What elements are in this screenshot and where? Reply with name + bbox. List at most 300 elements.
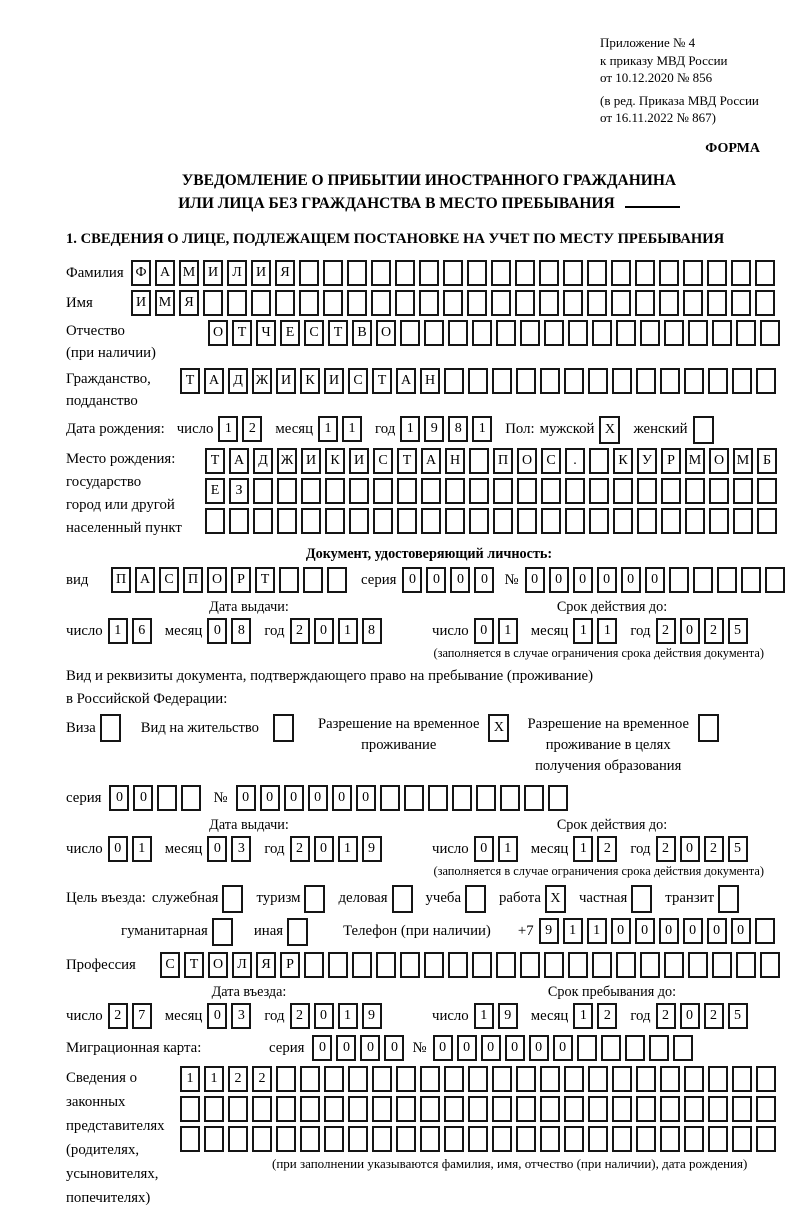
char-cell[interactable] bbox=[325, 508, 345, 534]
char-cell[interactable] bbox=[277, 508, 297, 534]
char-cell[interactable]: 0 bbox=[109, 785, 129, 811]
char-cell[interactable]: 2 bbox=[656, 836, 676, 862]
doc-kind-input[interactable] bbox=[111, 567, 351, 593]
char-cell[interactable] bbox=[757, 478, 777, 504]
char-cell[interactable]: Ч bbox=[256, 320, 276, 346]
char-cell[interactable]: Я bbox=[256, 952, 276, 978]
char-cell[interactable]: 0 bbox=[707, 918, 727, 944]
char-cell[interactable] bbox=[222, 885, 243, 913]
char-cell[interactable]: 0 bbox=[474, 618, 494, 644]
char-cell[interactable]: 2 bbox=[290, 836, 310, 862]
char-cell[interactable] bbox=[396, 1066, 416, 1092]
char-cell[interactable] bbox=[660, 368, 680, 394]
char-cell[interactable]: . bbox=[565, 448, 585, 474]
birthdate-year-input[interactable] bbox=[400, 416, 496, 442]
char-cell[interactable]: Л bbox=[227, 260, 247, 286]
char-cell[interactable] bbox=[659, 290, 679, 316]
char-cell[interactable] bbox=[444, 368, 464, 394]
issue1-day-input[interactable] bbox=[108, 618, 156, 644]
char-cell[interactable] bbox=[472, 952, 492, 978]
char-cell[interactable]: Р bbox=[280, 952, 300, 978]
char-cell[interactable] bbox=[300, 1066, 320, 1092]
char-cell[interactable] bbox=[419, 290, 439, 316]
char-cell[interactable]: 0 bbox=[680, 836, 700, 862]
char-cell[interactable]: 0 bbox=[481, 1035, 501, 1061]
char-cell[interactable]: 0 bbox=[236, 785, 256, 811]
issue1-year-input[interactable] bbox=[290, 618, 386, 644]
char-cell[interactable]: 2 bbox=[704, 836, 724, 862]
char-cell[interactable] bbox=[588, 1096, 608, 1122]
char-cell[interactable] bbox=[707, 290, 727, 316]
char-cell[interactable]: 0 bbox=[384, 1035, 404, 1061]
expiry1-month-input[interactable] bbox=[573, 618, 621, 644]
char-cell[interactable] bbox=[649, 1035, 669, 1061]
char-cell[interactable]: 1 bbox=[338, 618, 358, 644]
char-cell[interactable] bbox=[180, 1096, 200, 1122]
char-cell[interactable] bbox=[397, 478, 417, 504]
char-cell[interactable]: 1 bbox=[587, 918, 607, 944]
char-cell[interactable]: 1 bbox=[573, 1003, 593, 1029]
char-cell[interactable] bbox=[492, 368, 512, 394]
char-cell[interactable] bbox=[588, 368, 608, 394]
char-cell[interactable] bbox=[325, 478, 345, 504]
char-cell[interactable] bbox=[684, 368, 704, 394]
char-cell[interactable]: Т bbox=[205, 448, 225, 474]
char-cell[interactable] bbox=[372, 1096, 392, 1122]
char-cell[interactable]: Я bbox=[179, 290, 199, 316]
char-cell[interactable]: А bbox=[204, 368, 224, 394]
char-cell[interactable] bbox=[100, 714, 121, 742]
char-cell[interactable]: 0 bbox=[621, 567, 641, 593]
char-cell[interactable]: 5 bbox=[728, 618, 748, 644]
char-cell[interactable]: С bbox=[160, 952, 180, 978]
char-cell[interactable] bbox=[304, 885, 325, 913]
char-cell[interactable]: В bbox=[352, 320, 372, 346]
char-cell[interactable]: М bbox=[155, 290, 175, 316]
char-cell[interactable]: 1 bbox=[573, 836, 593, 862]
char-cell[interactable]: Д bbox=[253, 448, 273, 474]
char-cell[interactable] bbox=[589, 448, 609, 474]
birthplace-input-row1[interactable] bbox=[205, 448, 781, 474]
stay-year-input[interactable] bbox=[656, 1003, 752, 1029]
char-cell[interactable]: Б bbox=[757, 448, 777, 474]
char-cell[interactable] bbox=[660, 1096, 680, 1122]
char-cell[interactable]: У bbox=[637, 448, 657, 474]
char-cell[interactable] bbox=[636, 368, 656, 394]
char-cell[interactable]: 0 bbox=[450, 567, 470, 593]
char-cell[interactable] bbox=[669, 567, 689, 593]
char-cell[interactable] bbox=[348, 1066, 368, 1092]
char-cell[interactable]: С bbox=[348, 368, 368, 394]
char-cell[interactable]: 0 bbox=[314, 618, 334, 644]
char-cell[interactable]: 2 bbox=[242, 416, 262, 442]
char-cell[interactable] bbox=[347, 260, 367, 286]
char-cell[interactable] bbox=[685, 508, 705, 534]
char-cell[interactable] bbox=[515, 290, 535, 316]
entry-year-input[interactable] bbox=[290, 1003, 386, 1029]
char-cell[interactable]: О bbox=[517, 448, 537, 474]
entry-month-input[interactable] bbox=[207, 1003, 255, 1029]
char-cell[interactable]: 0 bbox=[731, 918, 751, 944]
char-cell[interactable] bbox=[636, 1066, 656, 1092]
representatives-input-row3[interactable] bbox=[180, 1126, 780, 1152]
char-cell[interactable]: М bbox=[179, 260, 199, 286]
char-cell[interactable]: А bbox=[396, 368, 416, 394]
char-cell[interactable] bbox=[347, 290, 367, 316]
char-cell[interactable] bbox=[443, 290, 463, 316]
char-cell[interactable]: Т bbox=[255, 567, 275, 593]
char-cell[interactable] bbox=[299, 260, 319, 286]
char-cell[interactable]: О bbox=[207, 567, 227, 593]
char-cell[interactable]: 2 bbox=[228, 1066, 248, 1092]
doc-number-input[interactable] bbox=[525, 567, 789, 593]
char-cell[interactable] bbox=[452, 785, 472, 811]
char-cell[interactable] bbox=[445, 478, 465, 504]
char-cell[interactable] bbox=[693, 567, 713, 593]
char-cell[interactable]: 9 bbox=[424, 416, 444, 442]
char-cell[interactable] bbox=[496, 320, 516, 346]
char-cell[interactable]: Е bbox=[205, 478, 225, 504]
char-cell[interactable]: 0 bbox=[611, 918, 631, 944]
char-cell[interactable] bbox=[204, 1126, 224, 1152]
char-cell[interactable]: Т bbox=[180, 368, 200, 394]
char-cell[interactable] bbox=[157, 785, 177, 811]
char-cell[interactable] bbox=[520, 320, 540, 346]
char-cell[interactable] bbox=[349, 478, 369, 504]
char-cell[interactable] bbox=[760, 320, 780, 346]
expiry1-year-input[interactable] bbox=[656, 618, 752, 644]
char-cell[interactable] bbox=[755, 918, 775, 944]
char-cell[interactable] bbox=[328, 952, 348, 978]
char-cell[interactable] bbox=[276, 1096, 296, 1122]
char-cell[interactable] bbox=[544, 952, 564, 978]
char-cell[interactable]: 0 bbox=[207, 1003, 227, 1029]
char-cell[interactable]: 0 bbox=[529, 1035, 549, 1061]
char-cell[interactable] bbox=[253, 478, 273, 504]
char-cell[interactable] bbox=[287, 918, 308, 946]
char-cell[interactable]: И bbox=[349, 448, 369, 474]
char-cell[interactable] bbox=[660, 1066, 680, 1092]
expiry1-day-input[interactable] bbox=[474, 618, 522, 644]
temp-residence-education-checkbox[interactable] bbox=[698, 714, 723, 742]
char-cell[interactable]: С bbox=[159, 567, 179, 593]
char-cell[interactable] bbox=[685, 478, 705, 504]
char-cell[interactable] bbox=[568, 952, 588, 978]
char-cell[interactable]: 2 bbox=[704, 618, 724, 644]
char-cell[interactable]: П bbox=[183, 567, 203, 593]
char-cell[interactable] bbox=[588, 1066, 608, 1092]
purpose-official-checkbox[interactable] bbox=[222, 885, 247, 913]
char-cell[interactable]: 0 bbox=[402, 567, 422, 593]
char-cell[interactable] bbox=[709, 508, 729, 534]
char-cell[interactable] bbox=[664, 952, 684, 978]
visa-checkbox[interactable] bbox=[100, 714, 125, 742]
char-cell[interactable] bbox=[659, 260, 679, 286]
char-cell[interactable]: Т bbox=[397, 448, 417, 474]
char-cell[interactable]: 1 bbox=[498, 618, 518, 644]
char-cell[interactable] bbox=[539, 260, 559, 286]
char-cell[interactable]: М bbox=[733, 448, 753, 474]
char-cell[interactable] bbox=[396, 1126, 416, 1152]
char-cell[interactable]: 0 bbox=[332, 785, 352, 811]
char-cell[interactable] bbox=[683, 260, 703, 286]
char-cell[interactable]: О bbox=[709, 448, 729, 474]
char-cell[interactable] bbox=[252, 1096, 272, 1122]
char-cell[interactable]: О bbox=[208, 952, 228, 978]
char-cell[interactable] bbox=[323, 260, 343, 286]
char-cell[interactable] bbox=[548, 785, 568, 811]
char-cell[interactable] bbox=[616, 952, 636, 978]
char-cell[interactable]: X bbox=[488, 714, 509, 742]
char-cell[interactable] bbox=[756, 368, 776, 394]
char-cell[interactable] bbox=[444, 1126, 464, 1152]
char-cell[interactable]: 0 bbox=[260, 785, 280, 811]
char-cell[interactable] bbox=[324, 1096, 344, 1122]
char-cell[interactable]: И bbox=[203, 260, 223, 286]
purpose-work-checkbox[interactable] bbox=[545, 885, 570, 913]
char-cell[interactable]: 2 bbox=[597, 1003, 617, 1029]
char-cell[interactable] bbox=[683, 290, 703, 316]
char-cell[interactable]: С bbox=[541, 448, 561, 474]
purpose-tourism-checkbox[interactable] bbox=[304, 885, 329, 913]
char-cell[interactable] bbox=[673, 1035, 693, 1061]
char-cell[interactable]: 0 bbox=[683, 918, 703, 944]
char-cell[interactable] bbox=[631, 885, 652, 913]
char-cell[interactable]: 9 bbox=[362, 836, 382, 862]
char-cell[interactable] bbox=[349, 508, 369, 534]
char-cell[interactable] bbox=[373, 508, 393, 534]
char-cell[interactable] bbox=[253, 508, 273, 534]
char-cell[interactable] bbox=[765, 567, 785, 593]
char-cell[interactable]: А bbox=[229, 448, 249, 474]
char-cell[interactable] bbox=[563, 260, 583, 286]
char-cell[interactable]: 2 bbox=[656, 618, 676, 644]
purpose-other-checkbox[interactable] bbox=[287, 918, 312, 946]
char-cell[interactable]: 0 bbox=[133, 785, 153, 811]
char-cell[interactable]: 1 bbox=[218, 416, 238, 442]
char-cell[interactable]: 2 bbox=[597, 836, 617, 862]
char-cell[interactable] bbox=[443, 260, 463, 286]
char-cell[interactable]: 9 bbox=[539, 918, 559, 944]
char-cell[interactable] bbox=[421, 478, 441, 504]
char-cell[interactable] bbox=[181, 785, 201, 811]
issue1-month-input[interactable] bbox=[207, 618, 255, 644]
char-cell[interactable]: К bbox=[300, 368, 320, 394]
purpose-humanitarian-checkbox[interactable] bbox=[212, 918, 237, 946]
char-cell[interactable]: 1 bbox=[338, 836, 358, 862]
char-cell[interactable]: 0 bbox=[356, 785, 376, 811]
char-cell[interactable] bbox=[419, 260, 439, 286]
char-cell[interactable]: 0 bbox=[433, 1035, 453, 1061]
char-cell[interactable] bbox=[541, 508, 561, 534]
char-cell[interactable]: 9 bbox=[498, 1003, 518, 1029]
char-cell[interactable]: 0 bbox=[207, 618, 227, 644]
char-cell[interactable] bbox=[515, 260, 535, 286]
char-cell[interactable] bbox=[516, 1066, 536, 1092]
gender-male-checkbox[interactable] bbox=[599, 416, 624, 444]
char-cell[interactable]: 5 bbox=[728, 1003, 748, 1029]
char-cell[interactable] bbox=[565, 508, 585, 534]
char-cell[interactable] bbox=[491, 290, 511, 316]
char-cell[interactable] bbox=[467, 290, 487, 316]
char-cell[interactable] bbox=[589, 478, 609, 504]
char-cell[interactable] bbox=[491, 260, 511, 286]
char-cell[interactable] bbox=[540, 368, 560, 394]
char-cell[interactable] bbox=[540, 1096, 560, 1122]
char-cell[interactable]: 0 bbox=[553, 1035, 573, 1061]
char-cell[interactable] bbox=[323, 290, 343, 316]
residence-doc-number-input[interactable] bbox=[236, 785, 572, 811]
char-cell[interactable] bbox=[520, 952, 540, 978]
char-cell[interactable]: 1 bbox=[204, 1066, 224, 1092]
char-cell[interactable]: 8 bbox=[448, 416, 468, 442]
char-cell[interactable] bbox=[592, 952, 612, 978]
char-cell[interactable] bbox=[736, 952, 756, 978]
char-cell[interactable] bbox=[601, 1035, 621, 1061]
citizenship-input[interactable] bbox=[180, 368, 780, 394]
char-cell[interactable] bbox=[708, 368, 728, 394]
char-cell[interactable] bbox=[717, 567, 737, 593]
char-cell[interactable] bbox=[300, 1096, 320, 1122]
char-cell[interactable] bbox=[612, 368, 632, 394]
phone-input[interactable] bbox=[539, 918, 779, 944]
char-cell[interactable] bbox=[203, 290, 223, 316]
expiry2-year-input[interactable] bbox=[656, 836, 752, 862]
char-cell[interactable] bbox=[693, 416, 714, 444]
char-cell[interactable] bbox=[732, 1126, 752, 1152]
purpose-study-checkbox[interactable] bbox=[465, 885, 490, 913]
char-cell[interactable] bbox=[565, 478, 585, 504]
char-cell[interactable] bbox=[612, 1096, 632, 1122]
char-cell[interactable] bbox=[708, 1126, 728, 1152]
char-cell[interactable]: Н bbox=[420, 368, 440, 394]
char-cell[interactable]: О bbox=[208, 320, 228, 346]
char-cell[interactable]: 0 bbox=[680, 618, 700, 644]
char-cell[interactable] bbox=[300, 1126, 320, 1152]
char-cell[interactable] bbox=[420, 1096, 440, 1122]
char-cell[interactable] bbox=[709, 478, 729, 504]
char-cell[interactable] bbox=[371, 290, 391, 316]
char-cell[interactable] bbox=[376, 952, 396, 978]
char-cell[interactable]: 1 bbox=[180, 1066, 200, 1092]
char-cell[interactable] bbox=[468, 1126, 488, 1152]
char-cell[interactable]: 0 bbox=[108, 836, 128, 862]
char-cell[interactable]: Ф bbox=[131, 260, 151, 286]
char-cell[interactable] bbox=[273, 714, 294, 742]
char-cell[interactable] bbox=[276, 1066, 296, 1092]
char-cell[interactable]: 0 bbox=[505, 1035, 525, 1061]
char-cell[interactable]: 0 bbox=[360, 1035, 380, 1061]
char-cell[interactable] bbox=[718, 885, 739, 913]
birthplace-input-row2[interactable] bbox=[205, 478, 781, 504]
char-cell[interactable] bbox=[613, 478, 633, 504]
char-cell[interactable]: Л bbox=[232, 952, 252, 978]
char-cell[interactable] bbox=[684, 1066, 704, 1092]
char-cell[interactable] bbox=[757, 508, 777, 534]
char-cell[interactable] bbox=[444, 1096, 464, 1122]
char-cell[interactable]: 2 bbox=[290, 1003, 310, 1029]
patronymic-input[interactable] bbox=[208, 320, 784, 346]
char-cell[interactable] bbox=[493, 478, 513, 504]
char-cell[interactable] bbox=[324, 1066, 344, 1092]
char-cell[interactable]: 7 bbox=[132, 1003, 152, 1029]
char-cell[interactable] bbox=[611, 290, 631, 316]
char-cell[interactable] bbox=[588, 1126, 608, 1152]
char-cell[interactable]: 0 bbox=[549, 567, 569, 593]
char-cell[interactable]: 0 bbox=[426, 567, 446, 593]
char-cell[interactable] bbox=[577, 1035, 597, 1061]
char-cell[interactable]: Т bbox=[232, 320, 252, 346]
expiry2-month-input[interactable] bbox=[573, 836, 621, 862]
char-cell[interactable]: 0 bbox=[308, 785, 328, 811]
char-cell[interactable] bbox=[732, 1066, 752, 1092]
char-cell[interactable] bbox=[469, 508, 489, 534]
char-cell[interactable]: 1 bbox=[563, 918, 583, 944]
char-cell[interactable] bbox=[445, 508, 465, 534]
temp-residence-checkbox[interactable] bbox=[488, 714, 513, 742]
profession-input[interactable] bbox=[160, 952, 784, 978]
char-cell[interactable] bbox=[492, 1066, 512, 1092]
char-cell[interactable]: 1 bbox=[573, 618, 593, 644]
char-cell[interactable] bbox=[400, 952, 420, 978]
char-cell[interactable] bbox=[421, 508, 441, 534]
char-cell[interactable] bbox=[472, 320, 492, 346]
char-cell[interactable]: 1 bbox=[108, 618, 128, 644]
char-cell[interactable] bbox=[299, 290, 319, 316]
char-cell[interactable]: А bbox=[421, 448, 441, 474]
char-cell[interactable] bbox=[544, 320, 564, 346]
char-cell[interactable]: 5 bbox=[728, 836, 748, 862]
char-cell[interactable] bbox=[661, 478, 681, 504]
char-cell[interactable] bbox=[733, 508, 753, 534]
char-cell[interactable]: X bbox=[599, 416, 620, 444]
char-cell[interactable]: 1 bbox=[474, 1003, 494, 1029]
char-cell[interactable]: П bbox=[111, 567, 131, 593]
char-cell[interactable]: О bbox=[376, 320, 396, 346]
char-cell[interactable]: Ж bbox=[252, 368, 272, 394]
char-cell[interactable]: 9 bbox=[362, 1003, 382, 1029]
char-cell[interactable]: 1 bbox=[338, 1003, 358, 1029]
char-cell[interactable] bbox=[205, 508, 225, 534]
char-cell[interactable] bbox=[708, 1096, 728, 1122]
issue2-day-input[interactable] bbox=[108, 836, 156, 862]
char-cell[interactable]: Р bbox=[661, 448, 681, 474]
char-cell[interactable] bbox=[448, 320, 468, 346]
char-cell[interactable] bbox=[564, 1066, 584, 1092]
char-cell[interactable] bbox=[660, 1126, 680, 1152]
char-cell[interactable] bbox=[640, 320, 660, 346]
char-cell[interactable]: 0 bbox=[457, 1035, 477, 1061]
char-cell[interactable] bbox=[731, 290, 751, 316]
char-cell[interactable] bbox=[516, 1126, 536, 1152]
char-cell[interactable] bbox=[684, 1126, 704, 1152]
char-cell[interactable] bbox=[428, 785, 448, 811]
char-cell[interactable]: 0 bbox=[525, 567, 545, 593]
issue2-year-input[interactable] bbox=[290, 836, 386, 862]
char-cell[interactable] bbox=[688, 952, 708, 978]
char-cell[interactable]: 2 bbox=[290, 618, 310, 644]
char-cell[interactable]: С bbox=[373, 448, 393, 474]
char-cell[interactable] bbox=[688, 320, 708, 346]
char-cell[interactable]: 2 bbox=[704, 1003, 724, 1029]
char-cell[interactable] bbox=[635, 290, 655, 316]
char-cell[interactable] bbox=[539, 290, 559, 316]
char-cell[interactable]: С bbox=[304, 320, 324, 346]
char-cell[interactable] bbox=[372, 1126, 392, 1152]
char-cell[interactable] bbox=[707, 260, 727, 286]
char-cell[interactable] bbox=[404, 785, 424, 811]
char-cell[interactable] bbox=[324, 1126, 344, 1152]
